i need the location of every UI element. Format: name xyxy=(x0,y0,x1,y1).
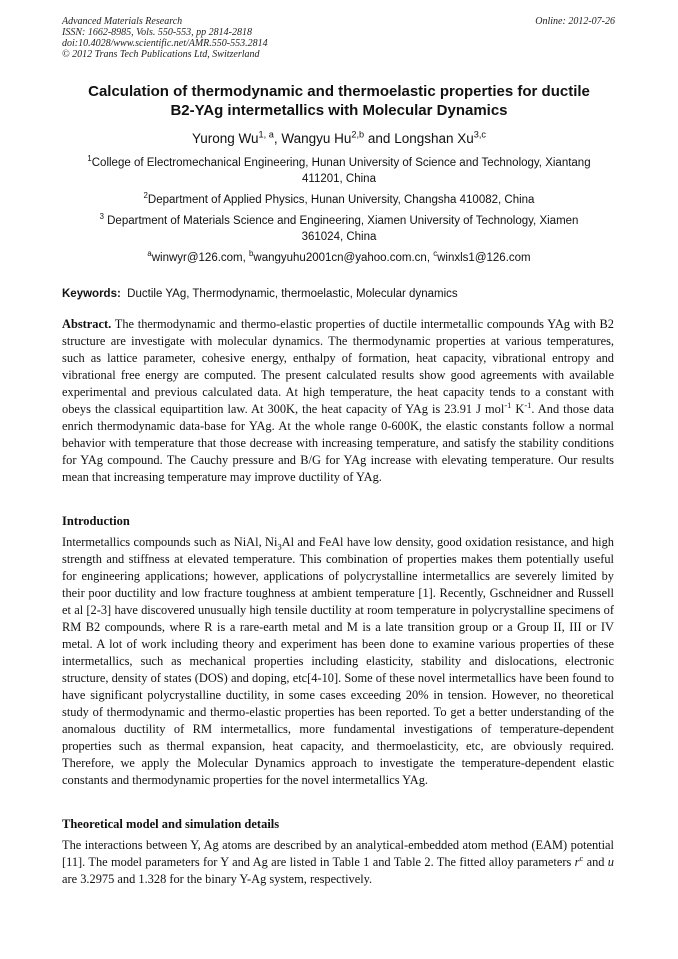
theory-variable: u xyxy=(607,855,614,869)
author-emails xyxy=(62,250,616,266)
author-separator: , xyxy=(273,131,282,146)
affiliation-1 xyxy=(62,155,616,187)
theory-sup: c xyxy=(579,852,584,863)
abstract-paragraph xyxy=(62,316,614,486)
theory-paragraph xyxy=(62,837,614,888)
email-link[interactable]: winxls1@126.com xyxy=(437,252,531,264)
email-mark: c xyxy=(433,249,438,259)
title-line-1: Calculation of thermodynamic and thermoelastic properties for ductile xyxy=(88,83,590,100)
keywords xyxy=(62,287,616,302)
email-mark: a xyxy=(147,249,152,259)
journal-issn: ISSN: 1662-8985, Vols. 550-553, pp 2814-2818 xyxy=(62,27,252,38)
affiliation-2 xyxy=(62,192,616,208)
abstract-text: The thermodynamic and thermo-elastic properties of ductile intermetallic compounds YAg with B2 structure are investigate with molecular dynamics. The thermodynamic properties at various temperatures, such as lattice parameter, cohesive energy, enthalpy of formation, heat capacity, vibrational entropy and vibrational free energy are computed. The present calculated results show good agreements with available experimental and previous calculated data. At high temperature, the heat capacity tends to a constant with obeys the classical equipartition law. At 300K, the heat capacity of YAg is 23.91 J mol xyxy=(62,317,614,416)
affiliation-mark: 2 xyxy=(143,191,148,201)
author-affiliation-mark: 3,c xyxy=(473,129,487,140)
introduction-heading: Introduction xyxy=(62,514,130,528)
abstract-text: K xyxy=(511,402,525,416)
email-link[interactable]: wangyuhu2001cn@yahoo.com.cn, xyxy=(253,252,434,264)
author-name: Yurong Wu xyxy=(191,131,259,146)
journal-copyright: © 2012 Trans Tech Publications Ltd, Switzerland xyxy=(62,49,260,60)
theory-text: and xyxy=(583,855,608,869)
keywords-text: Ductile YAg, Thermodynamic, thermoelastic, Molecular dynamics xyxy=(120,288,458,300)
author-affiliation-mark: 2,b xyxy=(351,129,365,140)
journal-name: Advanced Materials Research xyxy=(62,16,183,27)
author-affiliation-mark: 1, a xyxy=(258,129,274,140)
theory-text: The interactions between Y, Ag atoms are described by an analytical-embedded atom method (EAM) potential [11]. The model parameters for Y and Ag are listed in Table 1 and Table 2. The fitted alloy parameters xyxy=(62,838,614,869)
intro-text: Intermetallics compounds such as NiAl, Ni xyxy=(62,535,278,549)
affiliation-text: Department of Applied Physics, Hunan University, Changsha 410082, China xyxy=(147,194,535,206)
intro-text: Al and FeAl have low density, good oxidation resistance, and high strength and stiffness at elevated temperature. This combination of properties makes them potentially useful for engineering applications; however, applications of polycrystalline intermetallics are severely limited by their poor ductility and low fracture toughness at ambient temperature [1]. Recently, Gschneidner and Russell et al [2-3] have discovered unusually high tensile ductility at room temperature in polycrystalline specimens of RM B2 compounds, where R is a rare-earth metal and M is a late transition group or a Group II, III or IV metal. A lot of work including theory and experiment has been done to examine various properties of these intermetallics, such as mechanical properties including elasticity, stability and dislocations, electronic structure, density of states (DOS) and doping, etc[4-10]. Some of these novel intermetallics have been found to have significant polycrystalline ductility, in some cases exceeding 20% in tension. However, no theoretical study of thermodynamic and thermo-elastic properties has been reported. To get a better understanding of the anomalous ductility of RM intermetallics, more fundamental investigations of temperature-dependent properties such as thermal expansion, heat capacity, and thermoelasticity, etc, are obviously required. Therefore, we apply the Molecular Dynamics approach to investigate the temperature-dependent elastic constants and thermodynamic properties for the novel intermetallics YAg. xyxy=(62,535,614,787)
paper-title xyxy=(62,82,616,120)
introduction-paragraph xyxy=(62,534,614,789)
intro-sub: 3 xyxy=(277,541,282,552)
theory-text: are 3.2975 and 1.328 for the binary Y-Ag system, respectively. xyxy=(62,872,373,886)
abstract-sup: -1 xyxy=(524,399,532,410)
author-name: Wangyu Hu xyxy=(281,131,352,146)
theory-heading: Theoretical model and simulation details xyxy=(62,817,280,831)
title-line-2: B2-YAg intermetallics with Molecular Dynamics xyxy=(170,102,508,119)
affiliation-text: 411201, China xyxy=(302,173,376,185)
affiliation-text: Department of Materials Science and Engineering, Xiamen University of Technology, Xiamen xyxy=(103,215,579,227)
abstract-sup: -1 xyxy=(504,399,512,410)
affiliation-mark: 1 xyxy=(87,154,92,164)
affiliation-text: College of Electromechanical Engineering, Hunan University of Science and Technology, Xiantang xyxy=(91,157,591,169)
abstract-text: . And those data enrich thermodynamic data-base for YAg. At the whole range 0-600K, the elastic constants follow a normal behavior with temperature that those decrease with increasing temperature, and satisfy the stability conditions for YAg compound. The Cauchy pressure and B/G for YAg increase with elevating temperature. Our results mean that increasing temperature may improve ductility of YAg. xyxy=(62,402,615,484)
journal-header xyxy=(62,16,268,60)
abstract-label: Abstract. xyxy=(62,317,112,331)
email-mark: b xyxy=(249,249,254,259)
keywords-label: Keywords: xyxy=(62,288,121,300)
author-list xyxy=(62,130,616,148)
affiliation-mark: 3 xyxy=(99,212,104,222)
online-date: Online: 2012-07-26 xyxy=(535,16,615,27)
affiliation-3 xyxy=(62,213,616,245)
email-link[interactable]: winwyr@126.com, xyxy=(151,252,250,264)
author-name: Longshan Xu xyxy=(394,131,474,146)
journal-doi: doi:10.4028/www.scientific.net/AMR.550-553.2814 xyxy=(62,38,268,49)
theory-variable: r xyxy=(574,855,580,869)
affiliation-text: 361024, China xyxy=(301,231,377,243)
author-separator: and xyxy=(364,131,395,146)
